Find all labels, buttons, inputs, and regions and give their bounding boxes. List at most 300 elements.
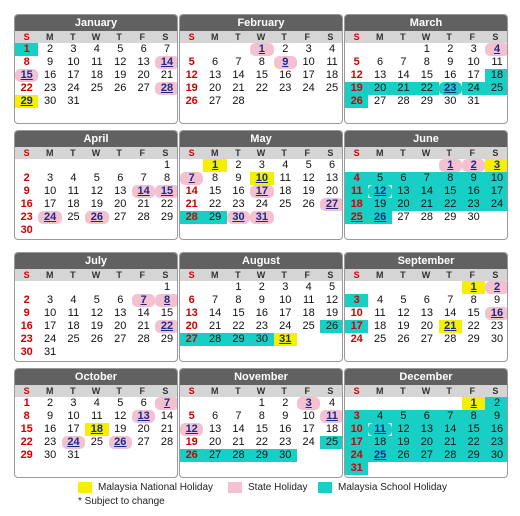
day-cell: 3 [282,281,289,293]
empty-cell [392,281,415,294]
school-holiday-swatch [318,482,332,493]
day-cell: 10 [302,410,315,422]
day-cell: 9 [282,410,289,422]
weekday-label: T [400,32,406,42]
day-cell: 12 [350,69,363,81]
state-holiday-day: 30 [227,211,250,224]
day-cell: 4 [70,172,77,184]
weekday-label: F [304,32,311,42]
day-cell: 15 [255,423,268,435]
day-cell: 2 [47,397,54,409]
day-cell: 24 [302,82,315,94]
day-cell: 24 [279,320,292,332]
month-april [14,130,178,240]
weekday-header [15,147,177,159]
weekday-label: S [327,270,334,280]
month-november [179,368,343,478]
school-holiday-day: 25 [485,82,508,95]
school-holiday-day: 28 [180,211,203,224]
day-cell: 28 [397,95,410,107]
school-holiday-day: 28 [439,449,462,462]
day-cell: 19 [302,185,315,197]
day-cell: 18 [90,69,103,81]
day-cell: 9 [23,307,30,319]
weekday-header [345,31,507,43]
day-cell: 13 [208,423,222,435]
national-holiday-day: 16 [485,307,508,320]
month-january [14,14,178,124]
day-cell: 14 [397,69,410,81]
empty-cell [439,397,462,410]
state-holiday-day: 11 [368,423,391,436]
day-cell: 11 [279,172,291,184]
day-cell: 7 [212,294,219,306]
day-cell: 6 [117,294,124,306]
day-cell: 17 [279,307,292,319]
day-cell: 30 [444,95,457,107]
national-holiday-day: 26 [368,211,391,224]
weekday-label: M [45,386,54,396]
day-cell: 15 [467,307,480,319]
empty-cell [345,397,368,410]
day-cell: 7 [235,410,242,422]
weekday-label: M [375,32,384,42]
day-cell: 6 [328,159,336,171]
empty-cell [203,281,226,294]
weekday-label: M [210,270,219,280]
day-cell: 1 [235,281,242,293]
day-cell: 23 [43,436,57,448]
day-cell: 22 [20,436,33,448]
empty-cell [85,281,108,294]
day-cell: 17 [67,423,80,435]
state-holiday-day: 15 [155,185,178,198]
empty-cell [180,43,203,56]
school-holiday-day: 5 [368,172,391,185]
school-holiday-day: 19 [392,436,415,449]
day-cell: 19 [185,82,198,94]
school-holiday-day: 2 [485,397,508,410]
day-cell: 24 [302,436,315,448]
day-cell: 28 [232,95,245,107]
school-holiday-day: 27 [180,333,203,346]
state-holiday-day: 31 [250,211,273,224]
school-holiday-day: 4 [345,172,368,185]
day-cell: 16 [20,320,33,332]
school-holiday-day: 31 [345,462,368,475]
school-holiday-day: 13 [392,185,415,198]
weekday-label: F [139,32,146,42]
empty-cell [345,281,368,294]
weekday-label: T [446,32,452,42]
day-cell: 8 [235,294,242,306]
day-cell: 5 [93,172,100,184]
school-holiday-day: 14 [415,185,438,198]
weekday-header [180,385,342,397]
weekday-label: M [375,270,384,280]
day-cell: 22 [255,436,268,448]
day-cell: 16 [43,69,57,81]
weekday-label: S [353,386,360,396]
weekday-header [345,147,507,159]
weekday-label: S [23,386,30,396]
school-holiday-day: 30 [274,449,297,462]
day-cell: 25 [302,320,315,332]
days-grid [345,159,507,224]
day-cell: 27 [397,211,410,223]
day-cell: 23 [20,211,33,223]
day-cell: 24 [67,82,80,94]
day-cell: 20 [208,436,222,448]
weekday-label: T [116,386,122,396]
day-cell: 14 [232,423,245,435]
state-holiday-day: 3 [297,397,320,410]
month-title: April [15,131,177,147]
day-cell: 18 [302,307,315,319]
day-cell: 17 [302,423,315,435]
day-cell: 2 [235,159,242,171]
empty-cell [15,281,38,294]
month-title: January [15,15,177,31]
state-holiday-day: 2 [462,159,485,172]
state-holiday-day: 12 [180,423,203,436]
month-february [179,14,343,124]
state-holiday-day: 2 [485,281,508,294]
state-holiday-day: 1 [439,159,462,172]
day-cell: 21 [137,198,150,210]
day-cell: 23 [232,198,245,210]
day-cell: 23 [43,82,57,94]
state-holiday-day: 24 [62,436,85,449]
day-cell: 2 [447,43,454,55]
weekday-header [15,269,177,281]
month-december [344,368,508,478]
day-cell: 16 [232,185,245,197]
day-cell: 4 [93,397,100,409]
day-cell: 21 [232,436,245,448]
school-holiday-day: 6 [415,410,438,423]
state-holiday-day: 22 [155,320,178,333]
day-cell: 6 [423,294,430,306]
day-cell: 11 [91,410,103,422]
month-august [179,252,343,362]
day-cell: 16 [279,423,292,435]
month-title: March [345,15,507,31]
day-cell: 22 [208,198,222,210]
empty-cell [38,159,61,172]
weekday-label: S [162,270,169,280]
national-holiday-day: 31 [274,333,297,346]
day-cell: 19 [185,436,198,448]
empty-cell [203,397,226,410]
weekday-label: M [45,148,54,158]
day-cell: 20 [420,320,433,332]
empty-cell [85,159,108,172]
state-holiday-day: 27 [320,198,343,211]
state-holiday-day: 28 [155,82,178,95]
day-cell: 14 [232,69,245,81]
day-cell: 17 [302,69,315,81]
weekday-label: M [375,386,384,396]
weekday-label: S [353,32,360,42]
day-cell: 22 [160,198,174,210]
weekday-label: M [210,32,219,42]
day-cell: 28 [137,333,150,345]
day-cell: 28 [444,333,457,345]
day-cell: 8 [258,410,265,422]
weekday-label: S [492,386,499,396]
school-holiday-day: 20 [368,82,391,95]
month-may [179,130,343,240]
empty-cell [109,159,132,172]
month-june [344,130,508,240]
day-cell: 23 [255,320,268,332]
day-cell: 2 [282,397,289,409]
days-grid [15,397,177,462]
legend-national [78,482,213,493]
day-cell: 21 [185,198,198,210]
school-holiday-day: 20 [392,198,415,211]
day-cell: 3 [258,159,265,171]
weekday-header [180,269,342,281]
national-holiday-day: 1 [462,281,485,294]
day-cell: 29 [444,211,457,223]
day-cell: 15 [232,307,245,319]
day-cell: 9 [258,294,265,306]
day-cell: 27 [137,82,150,94]
school-holiday-day: 9 [462,172,485,185]
day-cell: 9 [493,294,501,306]
day-cell: 30 [20,346,33,358]
day-cell: 12 [114,410,127,422]
day-cell: 30 [467,211,480,223]
day-cell: 11 [326,56,338,68]
days-grid [180,397,342,462]
day-cell: 4 [93,43,100,55]
day-cell: 5 [400,294,407,306]
weekday-label: S [188,386,195,396]
day-cell: 13 [208,69,222,81]
school-holiday-day: 27 [415,449,438,462]
day-cell: 16 [279,69,292,81]
day-cell: 23 [279,436,292,448]
weekday-label: W [421,386,431,396]
school-holiday-day: 8 [462,410,485,423]
weekday-label: S [188,270,195,280]
day-cell: 1 [23,397,30,409]
month-title: December [345,369,507,385]
day-cell: 4 [305,281,312,293]
weekday-header [345,385,507,397]
day-cell: 2 [282,43,289,55]
day-cell: 9 [447,56,454,68]
day-cell: 15 [160,307,174,319]
day-cell: 18 [325,69,339,81]
weekday-header [180,147,342,159]
school-holiday-day: 28 [203,333,226,346]
state-holiday-day: 9 [274,56,297,69]
day-cell: 4 [328,397,336,409]
day-cell: 11 [374,307,386,319]
school-holiday-day: 26 [180,449,203,462]
day-cell: 26 [302,198,315,210]
school-holiday-day: 24 [345,449,368,462]
empty-cell [392,43,415,56]
month-title: October [15,369,177,385]
day-cell: 18 [67,198,80,210]
day-cell: 25 [325,82,339,94]
subject-to-change-note: * Subject to change [78,496,165,507]
day-cell: 23 [490,320,504,332]
day-cell: 29 [160,333,174,345]
day-cell: 16 [20,198,33,210]
day-cell: 20 [325,185,339,197]
weekday-label: S [492,148,499,158]
month-title: May [180,131,342,147]
school-holiday-day: 15 [462,423,485,436]
day-cell: 1 [423,43,430,55]
day-cell: 5 [188,56,195,68]
weekday-header [180,31,342,43]
day-cell: 7 [400,56,407,68]
day-cell: 27 [114,211,127,223]
weekday-label: T [70,386,76,396]
weekday-label: F [304,148,311,158]
day-cell: 3 [305,43,312,55]
day-cell: 6 [212,410,219,422]
weekday-label: F [139,270,146,280]
weekday-label: T [70,270,76,280]
day-cell: 1 [163,281,171,293]
state-holiday-day: 7 [155,397,178,410]
day-cell: 3 [70,43,77,55]
weekday-label: S [23,148,30,158]
day-cell: 12 [397,307,410,319]
day-cell: 19 [325,307,339,319]
day-cell: 19 [114,423,127,435]
month-march [344,14,508,124]
day-cell: 26 [114,82,127,94]
day-cell: 20 [137,423,150,435]
weekday-label: M [210,386,219,396]
day-cell: 18 [325,423,339,435]
weekday-label: S [492,270,499,280]
weekday-label: T [400,386,406,396]
month-title: June [345,131,507,147]
weekday-label: T [281,32,287,42]
day-cell: 4 [70,294,77,306]
empty-cell [392,159,415,172]
school-holiday-day: 19 [345,82,368,95]
day-cell: 7 [163,43,171,55]
day-cell: 4 [328,43,336,55]
day-cell: 12 [185,69,198,81]
month-title: February [180,15,342,31]
day-cell: 10 [350,307,363,319]
day-cell: 12 [302,172,315,184]
weekday-label: S [188,148,195,158]
weekday-label: F [304,270,311,280]
weekday-label: T [70,148,76,158]
state-holiday-day: 15 [15,69,38,82]
month-title: November [180,369,342,385]
month-september [344,252,508,362]
days-grid [180,159,342,224]
day-cell: 26 [90,333,103,345]
day-cell: 20 [208,82,222,94]
month-october [14,368,178,478]
day-cell: 3 [47,294,54,306]
legend-national-label: Malaysia National Holiday [98,482,214,493]
day-cell: 10 [67,410,80,422]
school-holiday-day: 7 [439,410,462,423]
day-cell: 16 [444,69,457,81]
day-cell: 25 [67,211,80,223]
day-cell: 25 [90,82,103,94]
empty-cell [392,397,415,410]
school-holiday-day: 30 [250,333,273,346]
day-cell: 31 [67,449,80,461]
national-holiday-day: 18 [85,423,108,436]
weekday-label: F [469,148,476,158]
empty-cell [345,159,368,172]
days-grid [15,159,177,237]
empty-cell [62,281,85,294]
day-cell: 13 [420,307,433,319]
school-holiday-day: 21 [392,82,415,95]
school-holiday-day: 21 [439,436,462,449]
state-holiday-day: 7 [180,172,203,185]
state-holiday-day: 23 [439,82,462,95]
day-cell: 1 [258,397,265,409]
school-holiday-day: 16 [485,423,508,436]
legend [0,482,520,514]
weekday-label: T [446,148,452,158]
weekday-label: M [45,270,54,280]
day-cell: 21 [137,320,150,332]
empty-cell [368,43,391,56]
national-holiday-day: 1 [462,397,485,410]
weekday-label: S [492,32,499,42]
day-cell: 6 [140,397,147,409]
day-cell: 11 [302,294,315,306]
school-holiday-day: 18 [345,198,368,211]
day-cell: 15 [420,69,433,81]
weekday-label: T [281,270,287,280]
day-cell: 13 [137,56,150,68]
school-holiday-day: 9 [485,410,508,423]
weekday-header [345,269,507,281]
day-cell: 30 [20,224,33,236]
days-grid [345,281,507,346]
school-holiday-day: 26 [392,449,415,462]
day-cell: 27 [420,333,433,345]
day-cell: 6 [212,56,219,68]
school-holiday-day: 23 [485,436,508,449]
school-holiday-day: 25 [320,436,343,449]
school-holiday-day: 10 [345,423,368,436]
day-cell: 13 [114,307,127,319]
weekday-label: S [23,270,30,280]
weekday-label: W [421,270,431,280]
day-cell: 22 [255,82,268,94]
day-cell: 20 [114,320,127,332]
day-cell: 14 [444,307,457,319]
day-cell: 6 [377,56,384,68]
days-grid [180,281,342,346]
day-cell: 29 [420,95,433,107]
day-cell: 25 [373,333,387,345]
